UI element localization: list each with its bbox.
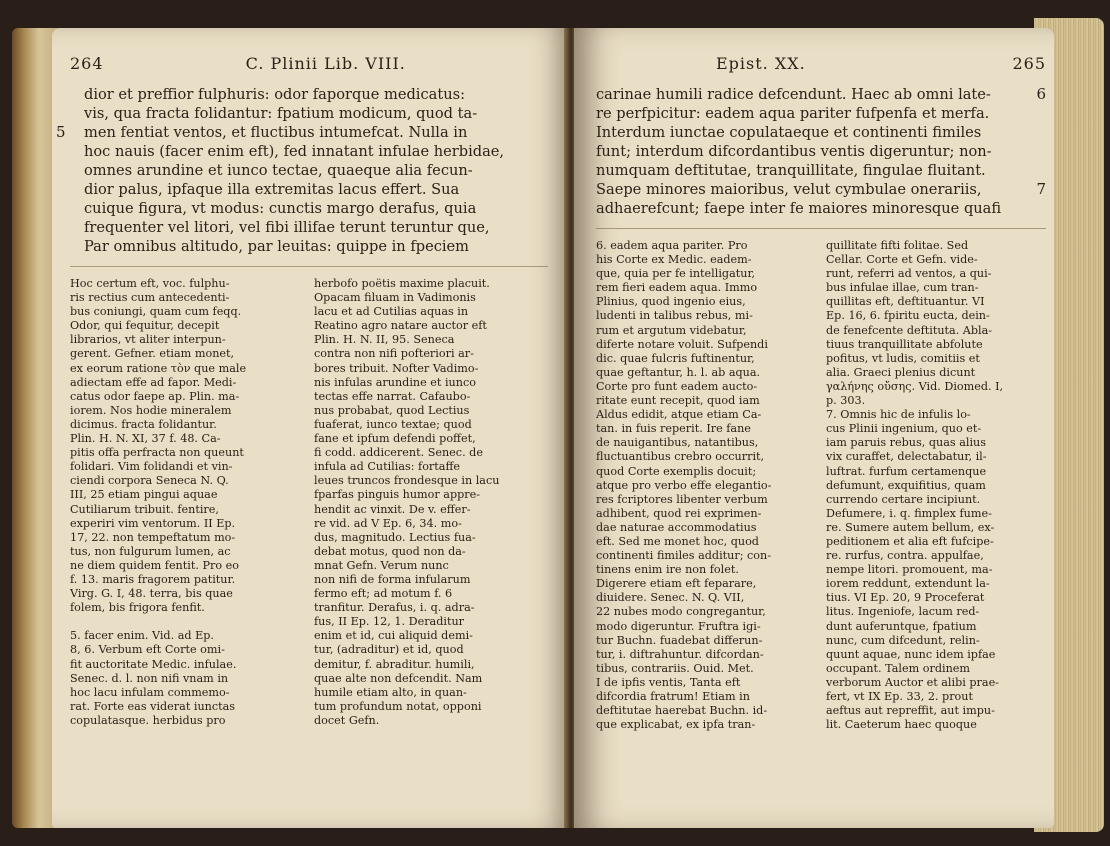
text-line: Cutiliarum tribuit. fentire, — [70, 502, 219, 516]
text-line: de nauigantibus, natantibus, — [596, 436, 759, 450]
text-line: folem, bis frigora fenfit. — [70, 601, 205, 615]
text-line: 8, 6. Verbum eft Corte omi- — [70, 643, 225, 657]
text-line: adhibent, quod rei exprimen- — [596, 506, 762, 520]
text-line: pofitus, vt ludis, comitiis et — [826, 351, 980, 365]
text-line: tectas effe narrat. Cafaubo- — [314, 389, 471, 403]
text-line: tibus, contrariis. Ouid. Met. — [596, 661, 754, 675]
text-line: non nifi de forma infularum — [314, 572, 471, 586]
text-line: Reatino agro natare auctor eft — [314, 319, 487, 333]
text-line: aeftus aut repreffit, aut impu- — [826, 704, 995, 718]
text-line: ris rectius cum antecedenti- — [70, 291, 230, 305]
text-line: re. Sumere autem bellum, ex- — [826, 520, 995, 534]
left-page — [52, 28, 570, 828]
text-line: Digerere etiam eft feparare, — [596, 577, 757, 591]
main-text — [56, 85, 548, 256]
text-line: vix curaffet, delectabatur, il- — [826, 450, 987, 464]
text-line: 6. eadem aqua pariter. Pro — [596, 239, 748, 252]
text-line: nempe litori. promouent, ma- — [826, 563, 993, 577]
text-line: funt; interdum difcordantibus ventis digeruntur; non- — [596, 143, 992, 160]
text-line: rum et argutum videbatur, — [596, 323, 747, 337]
text-line: fermo eft; ad motum f. 6 — [314, 587, 453, 601]
text-line: gerent. Gefner. etiam monet, — [70, 347, 235, 361]
text-line: Opacam filuam in Vadimonis — [314, 291, 476, 305]
text-line: fuaferat, iunco textae; quod — [314, 417, 472, 431]
text-line: Interdum iunctae copulataeque et continenti fimiles — [596, 124, 982, 141]
text-line: dae naturae accommodatius — [596, 520, 757, 534]
text-line: quillitate fifti folitae. Sed — [826, 239, 969, 252]
line-number: 5 — [56, 123, 66, 141]
text-line: frequenter vel litori, vel fibi illifae terunt teruntur que, — [84, 219, 490, 236]
text-line: adhaerefcunt; faepe inter fe maiores minoresque quafi — [596, 200, 1002, 217]
text-line: quillitas eft, deftituantur. VI — [826, 295, 985, 309]
text-line: experiri vim ventorum. II Ep. — [70, 516, 236, 530]
text-line: Aldus edidit, atque etiam Ca- — [596, 408, 762, 422]
text-line: quae geftantur, h. l. ab aqua. — [596, 365, 761, 379]
text-line: fi codd. addicerent. Senec. de — [314, 446, 483, 460]
text-line: nis infulas arundine et iunco — [314, 375, 476, 389]
text-line: diuidere. Senec. N. Q. VII, — [596, 591, 745, 605]
text-line: bores tribuit. Nofter Vadimo- — [314, 361, 479, 375]
text-line: luftrat. furfum certamenque — [826, 464, 987, 478]
left-header — [70, 54, 548, 73]
text-line: lacu et ad Cutilias aquas in — [314, 305, 469, 319]
text-line: tius. VI Ep. 20, 9 Proceferat — [826, 591, 985, 605]
text-line: re perfpicitur: eadem aqua pariter fufpenfa et merfa. — [596, 105, 990, 122]
text-line: que explicabat, ex ipfa tran- — [596, 718, 756, 732]
running-head: Epist. XX. — [716, 54, 806, 73]
text-line: atque pro verbo effe elegantio- — [596, 478, 772, 492]
text-line: lit. Caeterum haec quoque — [826, 718, 977, 732]
text-line: litus. Ingeniofe, lacum red- — [826, 605, 980, 619]
text-line: fane et ipfum defendi poffet, — [314, 432, 476, 446]
text-line: dicimus. fracta folidantur. — [70, 417, 217, 431]
text-line: bus infulae illae, cum tran- — [826, 281, 979, 295]
text-line: tranfitur. Derafus, i. q. adra- — [314, 601, 475, 615]
text-line: vis, qua fracta folidantur: fpatium modicum, quod ta- — [84, 105, 478, 122]
text-line: fparfas pinguis humor appre- — [314, 488, 481, 502]
text-line: tus, non fulgurum lumen, ac — [70, 544, 231, 558]
divider — [596, 228, 1046, 229]
text-line: ne diem quidem fentit. Pro eo — [70, 558, 239, 572]
text-line: men fentiat ventos, et fluctibus intumefcat. Nulla in 5 — [56, 123, 468, 141]
text-line: tum profundum notat, opponi — [314, 699, 482, 713]
text-line: iam paruis rebus, quas alius — [826, 436, 986, 450]
text-line: dunt auferuntque, fpatium — [826, 619, 977, 633]
notes-column — [596, 239, 816, 732]
text-line: eft. Sed me monet hoc, quod — [596, 534, 759, 548]
text-line: tinens enim ire non folet. — [596, 563, 739, 577]
footnotes — [596, 239, 1046, 732]
text-line: re vid. ad V Ep. 6, 34. mo- — [314, 516, 462, 530]
text-line: I de ipfis ventis, Tanta eft — [596, 675, 741, 689]
text-line: iorem reddunt, extendunt la- — [826, 577, 990, 591]
text-line: debat motus, quod non da- — [314, 544, 466, 558]
text-line: 5. facer enim. Vid. ad Ep. — [70, 629, 214, 643]
text-line: humile etiam alto, in quan- — [314, 685, 467, 699]
text-line: numquam deftitutae, tranquillitate, fingulae fluitant. — [596, 162, 986, 179]
open-book — [12, 8, 1104, 844]
text-line: deftitutae haerebat Buchn. id- — [596, 704, 768, 718]
notes-column — [314, 277, 548, 728]
text-line: hoc nauis (facer enim eft), fed innatant infulae herbidae, — [84, 143, 505, 160]
text-line: Plin. H. N. II, 95. Seneca — [314, 333, 455, 347]
notes-column — [826, 239, 1046, 732]
text-line: Hoc certum eft, voc. fulphu- — [70, 277, 230, 290]
text-line: III, 25 etiam pingui aquae — [70, 488, 218, 502]
text-line: Odor, qui fequitur, decepit — [70, 319, 220, 333]
text-line: Defumere, i. q. fimplex fume- — [826, 506, 992, 520]
text-line: copulatasque. herbidus pro — [70, 713, 226, 727]
text-line: currendo certare incipiunt. — [826, 492, 981, 506]
text-line: fit auctoritate Medic. infulae. — [70, 657, 237, 671]
main-text — [596, 85, 1046, 218]
page-number: 264 — [70, 54, 104, 73]
text-line: contra non nifi pofteriori ar- — [314, 347, 474, 361]
text-line: ciendi corpora Seneca N. Q. — [70, 474, 229, 488]
line-number: 6 — [1036, 85, 1046, 103]
running-head: C. Plinii Lib. VIII. — [245, 54, 406, 73]
text-line: occupant. Talem ordinem — [826, 661, 970, 675]
text-line: librarios, vt aliter interpun- — [70, 333, 226, 347]
text-line: tur, i. diftrahuntur. difcordan- — [596, 647, 764, 661]
text-line: re. rurfus, contra. appulfae, — [826, 549, 984, 563]
text-line: defumunt, exquifitius, quam — [826, 478, 986, 492]
text-line: tan. in fuis reperit. Ire fane — [596, 422, 751, 436]
text-line: dus, magnitudo. Lectius fua- — [314, 530, 476, 544]
text-line: Plinius, quod ingenio eius, — [596, 295, 746, 309]
text-line: tur, (adraditur) et id, quod — [314, 643, 464, 657]
text-line: fert, vt IX Ep. 33, 2. prout — [826, 690, 973, 703]
text-line: nus probabat, quod Lectius — [314, 403, 470, 417]
text-line: Plin. H. N. XI, 37 f. 48. Ca- — [70, 432, 221, 446]
text-line: res fcriptores libenter verbum — [596, 492, 768, 506]
text-line: infula ad Cutilias: fortaffe — [314, 460, 461, 474]
text-line: 7. Omnis hic de infulis lo- — [826, 408, 971, 422]
text-line: verborum Auctor et alibi prae- — [826, 675, 999, 689]
text-line: fus, II Ep. 12, 1. Deraditur — [314, 615, 465, 629]
text-line: dior palus, ipfaque illa extremitas lacus effert. Sua — [84, 181, 460, 198]
page-number: 265 — [1012, 54, 1046, 73]
text-line: pitis offa perfracta non queunt — [70, 446, 244, 460]
text-line: adiectam effe ad fapor. Medi- — [70, 375, 237, 389]
text-line: Par omnibus altitudo, par leuitas: quippe in fpeciem — [84, 238, 470, 255]
text-line: rat. Forte eas viderat iunctas — [70, 699, 236, 713]
text-line: runt, referri ad ventos, a qui- — [826, 267, 992, 281]
text-line: peditionem et alia eft fufcipe- — [826, 534, 994, 548]
text-line: dic. quae fulcris fuftinentur, — [596, 351, 755, 365]
text-line: carinae humili radice defcendunt. Haec ab omni late- 6 — [596, 85, 1046, 103]
text-line: folidari. Vim folidandi et vin- — [70, 460, 233, 474]
text-line: diferte notare voluit. Sufpendi — [596, 337, 768, 351]
text-line: tiuus tranquillitate abfolute — [826, 337, 983, 351]
text-line: leues truncos frondesque in lacu — [314, 474, 500, 488]
text-line: de fenefcente deftituta. Abla- — [826, 323, 993, 337]
text-line: ludenti in talibus rebus, mi- — [596, 309, 753, 323]
text-line: quod Corte exemplis docuit; — [596, 464, 757, 478]
text-line: fluctuantibus crebro occurrit, — [596, 450, 765, 464]
text-line: enim et id, cui aliquid demi- — [314, 629, 473, 643]
text-line: alia. Graeci plenius dicunt — [826, 365, 976, 379]
text-line: modo digeruntur. Fruftra igi- — [596, 619, 761, 633]
text-line: quae alte non defcendit. Nam — [314, 671, 483, 685]
text-line: demitur, f. abraditur. humili, — [314, 657, 475, 671]
text-line: ex eorum ratione τὸν que male — [70, 361, 247, 375]
right-page — [574, 28, 1054, 828]
text-line: mnat Gefn. Verum nunc — [314, 558, 449, 572]
text-line: his Corte ex Medic. eadem- — [596, 253, 752, 267]
line-number: 7 — [1036, 180, 1046, 198]
text-line: bus coniungi, quam cum feqq. — [70, 305, 242, 319]
divider — [70, 266, 548, 267]
right-header — [596, 54, 1046, 73]
text-line: 17, 22. non tempeftatum mo- — [70, 530, 236, 544]
text-line: cus Plinii ingenium, quo et- — [826, 422, 982, 436]
text-line: Ep. 16, 6. fpiritu eucta, dein- — [826, 309, 990, 323]
text-line: quunt aquae, nunc idem ipfae — [826, 647, 996, 661]
text-line: hendit ac vinxit. De v. effer- — [314, 502, 471, 516]
text-line: dior et preffior fulphuris: odor faporque medicatus: — [84, 86, 466, 103]
text-line: docet Gefn. — [314, 713, 380, 727]
text-line: que, quia per fe intelligatur, — [596, 267, 756, 281]
text-line: Saepe minores maioribus, velut cymbulae onerariis, 7 — [596, 180, 1046, 198]
text-line: herbofo poëtis maxime placuit. — [314, 277, 490, 290]
text-line: hoc lacu infulam commemo- — [70, 685, 230, 699]
text-line: p. 303. — [826, 394, 866, 408]
text-line: tur Buchn. fuadebat differun- — [596, 633, 763, 647]
text-line: continenti fimiles additur; con- — [596, 549, 772, 563]
text-line: rem fieri eadem aqua. Immo — [596, 281, 758, 295]
text-line: iorem. Nos hodie mineralem — [70, 403, 232, 417]
notes-column — [70, 277, 304, 728]
text-line: Senec. d. l. non nifi vnam in — [70, 671, 229, 685]
text-line: cuique figura, vt modus: cunctis margo derafus, quia — [84, 200, 477, 217]
text-line — [70, 615, 304, 629]
text-line: f. 13. maris fragorem patitur. — [70, 572, 236, 586]
text-line: omnes arundine et iunco tectae, quaeque alia fecun- — [84, 162, 473, 179]
text-line: 22 nubes modo congregantur, — [596, 605, 766, 619]
text-line: Cellar. Corte et Gefn. vide- — [826, 253, 978, 267]
text-line: Virg. G. I, 48. terra, bis quae — [70, 587, 233, 601]
text-line: Corte pro funt eadem aucto- — [596, 379, 758, 393]
text-line: ritate eunt recepit, quod iam — [596, 394, 760, 408]
text-line: γαλήνης οὔσης. Vid. Diomed. I, — [826, 379, 1004, 393]
text-line: catus odor faepe ap. Plin. ma- — [70, 389, 240, 403]
footnotes — [70, 277, 548, 728]
text-line: difcordia fratrum! Etiam in — [596, 690, 750, 703]
text-line: nunc, cum difcedunt, relin- — [826, 633, 980, 647]
